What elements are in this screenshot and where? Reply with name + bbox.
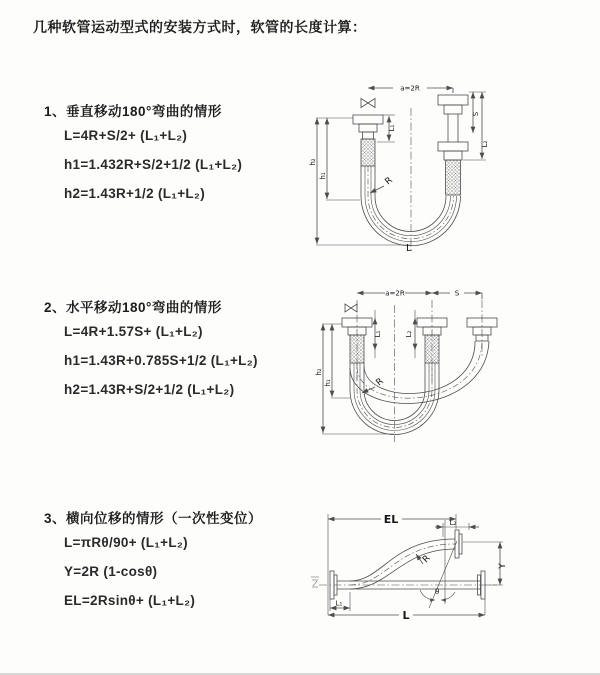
dim-label-s: S — [472, 111, 480, 117]
section-3 — [44, 510, 262, 615]
diagram-vertical-180-bend — [305, 72, 555, 262]
hose-inner-wall — [375, 166, 446, 231]
diagram-1-drawing — [305, 72, 555, 262]
angle-label: θ — [435, 588, 440, 596]
formula-y: Y=2R (1-cosθ) — [64, 564, 158, 579]
section-1-heading: 1、垂直移动180°弯曲的情形 — [44, 104, 222, 119]
page-title: 几种软管运动型式的安装方式时，软管的长度计算： — [33, 19, 367, 35]
dim-label-l2: L₂ — [481, 140, 489, 148]
anchor-mark-icon — [311, 577, 319, 587]
formula-l: L=πRθ/90+ (L₁+L₂) — [64, 535, 188, 550]
section-2-heading: 2、水平移动180°弯曲的情形 — [44, 300, 222, 315]
dim-label-a2r: a=2R — [385, 289, 405, 298]
formula-l: L=4R+1.57S+ (L₁+L₂) — [64, 324, 203, 339]
formula-h1: h1=1.43R+0.785S+1/2 (L₁+L₂) — [64, 353, 258, 368]
dim-label-h2: h₂ — [315, 368, 323, 376]
dim-label-l1: L₁ — [335, 599, 343, 608]
section-1 — [44, 103, 242, 208]
dim-label-a2r: a=2R — [400, 84, 420, 93]
valve-icon — [361, 99, 375, 108]
valve-icon — [345, 304, 357, 312]
hose-upper-wall — [350, 539, 455, 581]
section-3-heading: 3、横向位移的情形（一次性变位） — [44, 511, 263, 526]
formula-h2: h2=1.43R+1/2 (L₁+L₂) — [64, 186, 206, 201]
hose-displaced-outer — [350, 341, 489, 403]
formula-h2: h2=1.43R+S/2+1/2 (L₁+L₂) — [64, 382, 235, 397]
length-label: L — [406, 243, 412, 254]
dim-label-h1: h₁ — [324, 379, 332, 387]
braided-hose-section — [425, 335, 439, 363]
dim-label-l1: L₁ — [374, 330, 382, 338]
radius-label: R — [383, 175, 395, 188]
dim-label-h1: h₁ — [319, 172, 327, 180]
braided-hose-section — [446, 160, 461, 195]
diagram-lateral-displacement — [305, 500, 590, 665]
diagram-3-drawing — [305, 500, 590, 665]
dim-label-h2: h₂ — [309, 158, 317, 166]
section-2 — [44, 299, 258, 404]
dim-label-el: EL — [383, 513, 399, 526]
dim-label-l2: L₂ — [449, 519, 457, 527]
radius-label: R — [374, 376, 386, 389]
length-label: L — [402, 609, 410, 622]
formula-l: L=4R+S/2+ (L₁+L₂) — [64, 128, 188, 143]
diagram-horizontal-180-bend — [305, 280, 590, 470]
dim-label-l1: L₁ — [388, 124, 396, 132]
braided-hose-section — [350, 335, 364, 363]
dim-label-y: Y — [498, 563, 508, 569]
dim-label-l2: L₂ — [405, 330, 413, 338]
formula-h1: h1=1.432R+S/2+1/2 (L₁+L₂) — [64, 157, 243, 172]
diagram-2-drawing — [305, 280, 590, 470]
formula-el: EL=2Rsinθ+ (L₁+L₂) — [64, 593, 196, 608]
dim-label-s: S — [454, 289, 460, 298]
braided-hose-section — [361, 139, 375, 166]
radius-label: R — [421, 553, 433, 566]
